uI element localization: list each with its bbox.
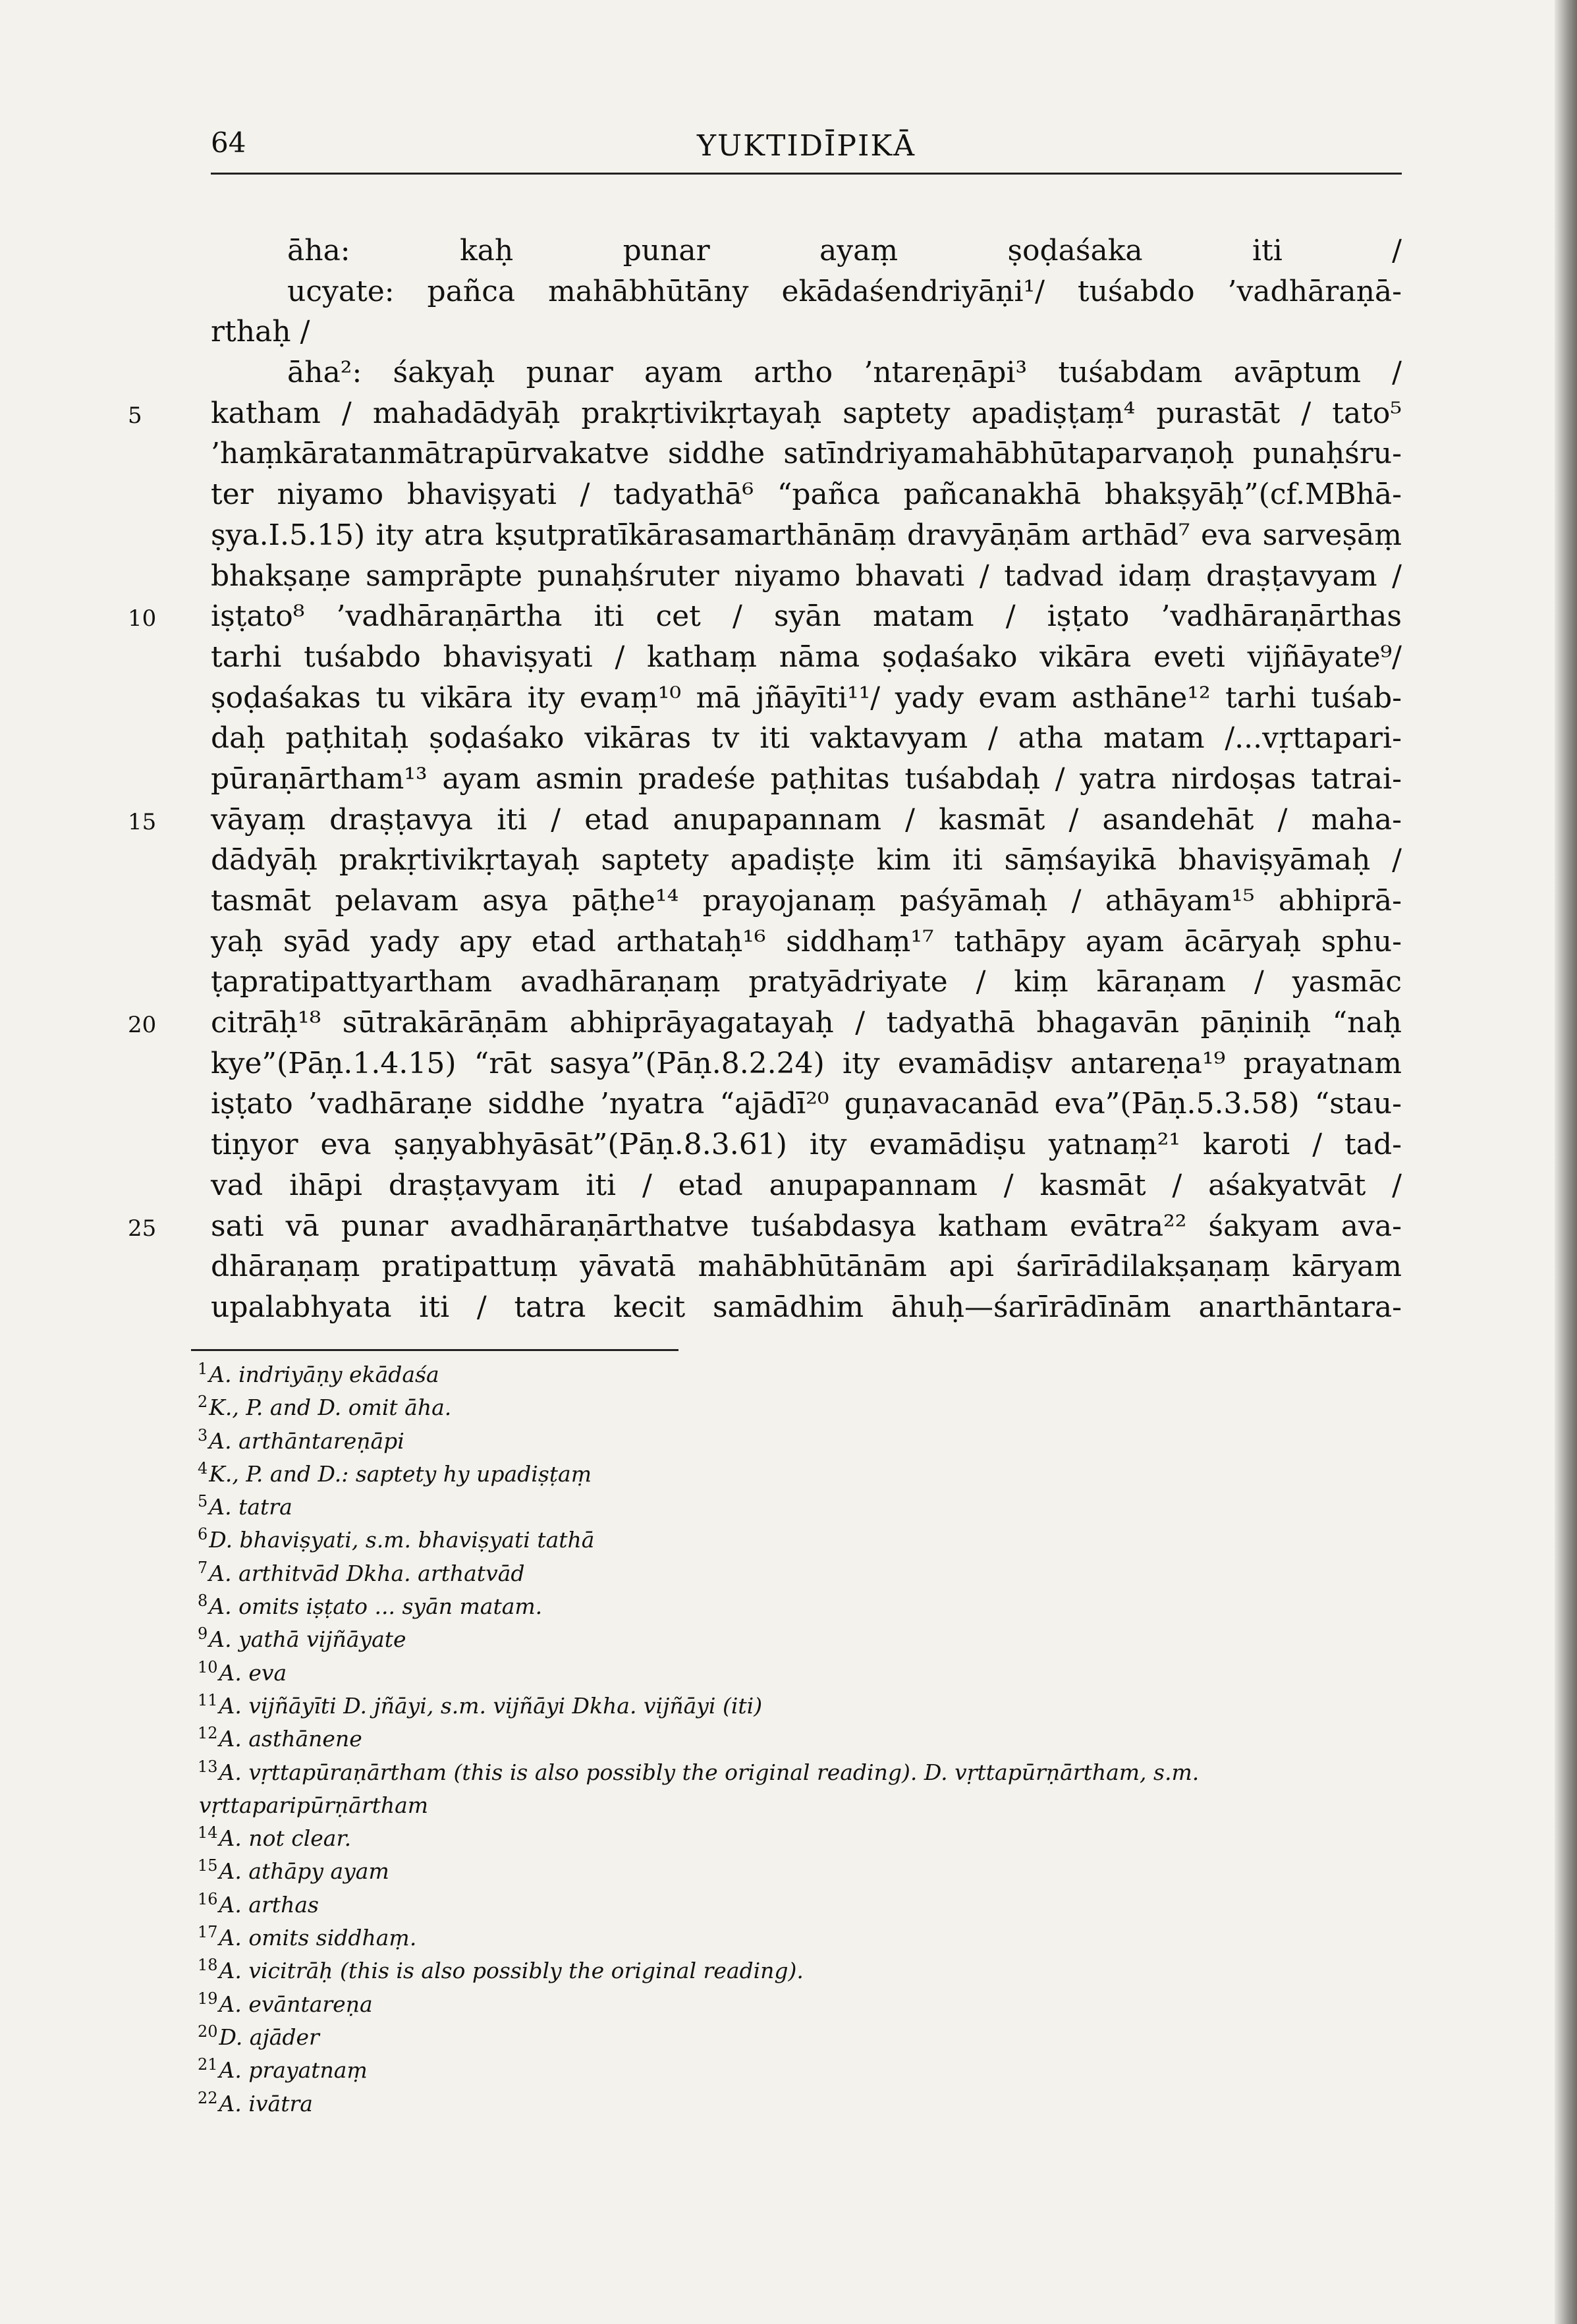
line-text: vāyaṃ draṣṭavya iti / etad anupapannam / kasmāt / asandehāt / maha-: [211, 802, 1402, 837]
footnote: [198, 1954, 1403, 1987]
footnote-text: A. evāntareṇa: [219, 1991, 373, 2017]
footnote-mark: 13: [198, 1757, 218, 1776]
text-line: [211, 678, 1402, 719]
footnote: [198, 1458, 1403, 1491]
text-line: [211, 718, 1402, 759]
line-text: iṣṭato⁸ ’vadhāraṇārtha iti cet / syān matam / iṣṭato ’vadhāraṇārthas: [211, 599, 1402, 634]
footnote: [198, 1391, 1403, 1424]
text-line: [211, 881, 1402, 922]
running-title: YUKTIDĪPIKĀ: [696, 129, 916, 163]
footnote-mark: 11: [198, 1690, 218, 1709]
footnote-mark: 19: [198, 1989, 218, 2008]
text-line: [211, 1124, 1402, 1165]
footnote-mark: 2: [198, 1393, 208, 1412]
text-line: [211, 231, 1402, 271]
page-header: [211, 126, 1402, 175]
line-text: citrāḥ¹⁸ sūtrakārāṇām abhiprāyagatayaḥ / tadyathā bhagavān pāṇiniḥ “naḥ: [211, 1006, 1402, 1040]
text-line: [211, 352, 1402, 393]
footnote-mark: 16: [198, 1889, 218, 1908]
footnote-mark: 21: [198, 2055, 218, 2074]
footnote-text: A. vṛttapūraṇārtham (this is also possibly the original reading). D. vṛttapūrṇārtham, s.m.: [219, 1759, 1200, 1785]
line-number: 20: [128, 1012, 157, 1039]
footnote: [198, 2054, 1403, 2087]
line-text: āha²: śakyaḥ punar ayam artho ’ntareṇāpi³ tuśabdam avāptum /: [287, 356, 1402, 390]
text-line: [211, 1246, 1402, 1287]
footnote-text: D. ajāder: [219, 2024, 319, 2050]
footnote: [198, 1988, 1403, 2021]
footnote: [198, 1358, 1403, 1391]
text-line: [211, 759, 1402, 800]
text-line: [211, 1084, 1402, 1124]
footnote-text: A. athāpy ayam: [219, 1858, 389, 1885]
footnote-text: A. arthāntareṇāpi: [209, 1427, 404, 1454]
line-text: pūraṇārtham¹³ ayam asmin pradeśe paṭhitas tuśabdaḥ / yatra nirdoṣas tatrai-: [211, 761, 1402, 796]
line-text: daḥ paṭhitaḥ ṣoḍaśako vikāras tv iti vaktavyam / atha matam /...vṛttapari-: [211, 721, 1402, 756]
line-text: ucyate: pañca mahābhūtāny ekādaśendriyāṇi¹/ tuśabdo ’vadhāraṇā-: [287, 274, 1402, 308]
line-text: upalabhyata iti / tatra kecit samādhim āhuḥ—śarīrādīnām anarthāntara-: [211, 1290, 1402, 1324]
text-line: [128, 800, 1402, 841]
line-number: 5: [128, 402, 142, 429]
footnote-mark: 9: [198, 1624, 208, 1644]
footnote-mark: 8: [198, 1591, 208, 1611]
footnote-text: K., P. and D. omit āha.: [209, 1395, 452, 1421]
footnote: [198, 1789, 1403, 1822]
footnote-mark: 12: [198, 1724, 218, 1743]
line-text: tasmāt pelavam asya pāṭhe¹⁴ prayojanaṃ paśyāmaḥ / athāyam¹⁵ abhiprā-: [211, 884, 1402, 918]
footnote: [198, 1524, 1403, 1557]
footnote-mark: 10: [198, 1657, 218, 1676]
body-text: [128, 231, 1402, 1328]
text-line: [128, 393, 1402, 434]
footnote: [198, 1756, 1403, 1789]
footnote-mark: 4: [198, 1458, 208, 1478]
footnote-text: A. not clear.: [219, 1825, 352, 1852]
line-text: bhakṣaṇe samprāpte punaḥśruter niyamo bhavati / tadvad idaṃ draṣṭavyam /: [211, 559, 1402, 593]
line-text: dhāraṇaṃ pratipattuṃ yāvatā mahābhūtānām api śarīrādilakṣaṇaṃ kāryam: [211, 1250, 1402, 1284]
line-number: 15: [128, 808, 157, 835]
footnote-text: A. ivātra: [219, 2090, 313, 2116]
line-number: 25: [128, 1215, 157, 1242]
line-number: 10: [128, 605, 157, 632]
line-text: ṣoḍaśakas tu vikāra ity evaṃ¹⁰ mā jñāyīti¹¹/ yady evam asthāne¹² tarhi tuśab-: [211, 680, 1402, 715]
line-text: rthaḥ /: [211, 315, 310, 349]
footnote: [198, 2021, 1403, 2054]
text-line: [128, 1206, 1402, 1247]
footnote-text: K., P. and D.: saptety hy upadiṣṭaṃ: [209, 1460, 592, 1487]
footnote-mark: 6: [198, 1525, 208, 1544]
line-text: katham / mahadādyāḥ prakṛtivikṛtayaḥ saptety apadiṣṭaṃ⁴ purastāt / tato⁵: [211, 396, 1402, 430]
text-line: [211, 433, 1402, 474]
footnote-text: D. bhaviṣyati, s.m. bhaviṣyati tathā: [209, 1527, 595, 1553]
text-line: [211, 840, 1402, 881]
footnote-mark: 1: [198, 1360, 208, 1378]
text-line: [211, 312, 1402, 352]
footnote-separator: [191, 1349, 678, 1351]
footnote-text: A. arthas: [219, 1891, 319, 1918]
footnote: [198, 1690, 1403, 1723]
text-line: [211, 637, 1402, 678]
footnote: [198, 1855, 1403, 1888]
footnote-mark: 14: [198, 1823, 218, 1842]
footnote: [198, 2088, 1403, 2120]
footnote-text: A. indriyāṇy ekādaśa: [209, 1362, 439, 1387]
text-line: [211, 1287, 1402, 1328]
footnote-mark: 18: [198, 1956, 218, 1975]
footnote-mark: 17: [198, 1923, 218, 1942]
footnote-text: A. omits iṣṭato ... syān matam.: [209, 1593, 543, 1620]
footnote-text: A. omits siddhaṃ.: [219, 1925, 417, 1951]
text-line: [211, 474, 1402, 515]
footnote: [198, 1657, 1403, 1690]
footnote-mark: 5: [198, 1492, 208, 1511]
text-line: [211, 1043, 1402, 1084]
line-text: tarhi tuśabdo bhaviṣyati / kathaṃ nāma ṣoḍaśako vikāra eveti vijñāyate⁹/: [211, 640, 1402, 674]
line-text: tiṇyor eva ṣaṇyabhyāsāt”(Pāṇ.8.3.61) ity evamādiṣu yatnaṃ²¹ karoti / tad-: [211, 1128, 1402, 1162]
footnote-mark: 7: [198, 1558, 208, 1577]
text-line: [211, 962, 1402, 1003]
text-line: [211, 556, 1402, 597]
footnote: [198, 1623, 1403, 1656]
line-text: vad ihāpi draṣṭavyam iti / etad anupapannam / kasmāt / aśakyatvāt /: [211, 1168, 1402, 1202]
line-text: āha: kaḥ punar ayaṃ ṣoḍaśaka iti /: [287, 234, 1402, 267]
footnote: [198, 1922, 1403, 1954]
line-text: iṣṭato ’vadhāraṇe siddhe ’nyatra “ajādī²⁰ guṇavacanād eva”(Pāṇ.5.3.58) “stau-: [211, 1087, 1402, 1121]
scan-binding-shadow: [1555, 0, 1577, 2324]
footnote-text: vṛttaparipūrṇārtham: [199, 1792, 429, 1818]
text-line: [211, 271, 1402, 312]
footnote-text: A. asthānene: [219, 1726, 362, 1752]
footnote: [198, 1889, 1403, 1922]
footnote: [198, 1557, 1403, 1590]
footnote-text: A. tatra: [209, 1494, 292, 1520]
footnote-text: A. eva: [219, 1659, 287, 1686]
line-text: ṭapratipattyartham avadhāraṇaṃ pratyādriyate / kiṃ kāraṇam / yasmāc: [211, 965, 1402, 999]
footnote-text: A. vicitrāḥ (this is also possibly the original reading).: [219, 1958, 804, 1984]
line-text: sati vā punar avadhāraṇārthatve tuśabdasya katham evātra²² śakyam ava-: [211, 1209, 1402, 1243]
text-line: [211, 515, 1402, 556]
footnotes: [198, 1358, 1403, 2120]
footnote-mark: 3: [198, 1425, 208, 1445]
footnote-mark: 22: [198, 2088, 218, 2107]
footnote-mark: 15: [198, 1856, 218, 1875]
line-text: yaḥ syād yady apy etad arthataḥ¹⁶ siddhaṃ¹⁷ tathāpy ayam ācāryaḥ sphu-: [211, 924, 1402, 958]
footnote-text: A. vijñāyīti D. jñāyi, s.m. vijñāyi Dkha. vijñāyi (iti): [219, 1692, 763, 1719]
footnote: [198, 1425, 1403, 1458]
line-text: ter niyamo bhaviṣyati / tadyathā⁶ “pañca pañcanakhā bhakṣyāḥ”(cf.MBhā-: [211, 478, 1402, 512]
line-text: ṣya.I.5.15) ity atra kṣutpratīkārasamarthānāṃ dravyāṇām arthād⁷ eva sarveṣāṃ: [211, 518, 1402, 552]
footnote: [198, 1723, 1403, 1756]
footnote: [198, 1822, 1403, 1855]
text-line: [211, 1165, 1402, 1206]
footnote: [198, 1491, 1403, 1524]
text-line: [128, 596, 1402, 637]
text-line: [128, 1003, 1402, 1043]
footnote-text: A. prayatnaṃ: [219, 2057, 368, 2084]
line-text: kye”(Pāṇ.1.4.15) “rāt sasya”(Pāṇ.8.2.24) ity evamādiṣv antareṇa¹⁹ prayatnam: [211, 1046, 1402, 1080]
footnote-text: A. yathā vijñāyate: [209, 1626, 406, 1653]
line-text: ’haṃkāratanmātrapūrvakatve siddhe satīndriyamahābhūtaparvaṇoḥ punaḥśru-: [211, 437, 1402, 471]
footnote-mark: 20: [198, 2022, 218, 2041]
footnote-text: A. arthitvād Dkha. arthatvād: [209, 1560, 525, 1586]
footnote: [198, 1590, 1403, 1623]
page-number: 64: [211, 126, 246, 159]
text-line: [211, 922, 1402, 962]
line-text: dādyāḥ prakṛtivikṛtayaḥ saptety apadiṣṭe kim iti sāṃśayikā bhaviṣyāmaḥ /: [211, 843, 1402, 877]
